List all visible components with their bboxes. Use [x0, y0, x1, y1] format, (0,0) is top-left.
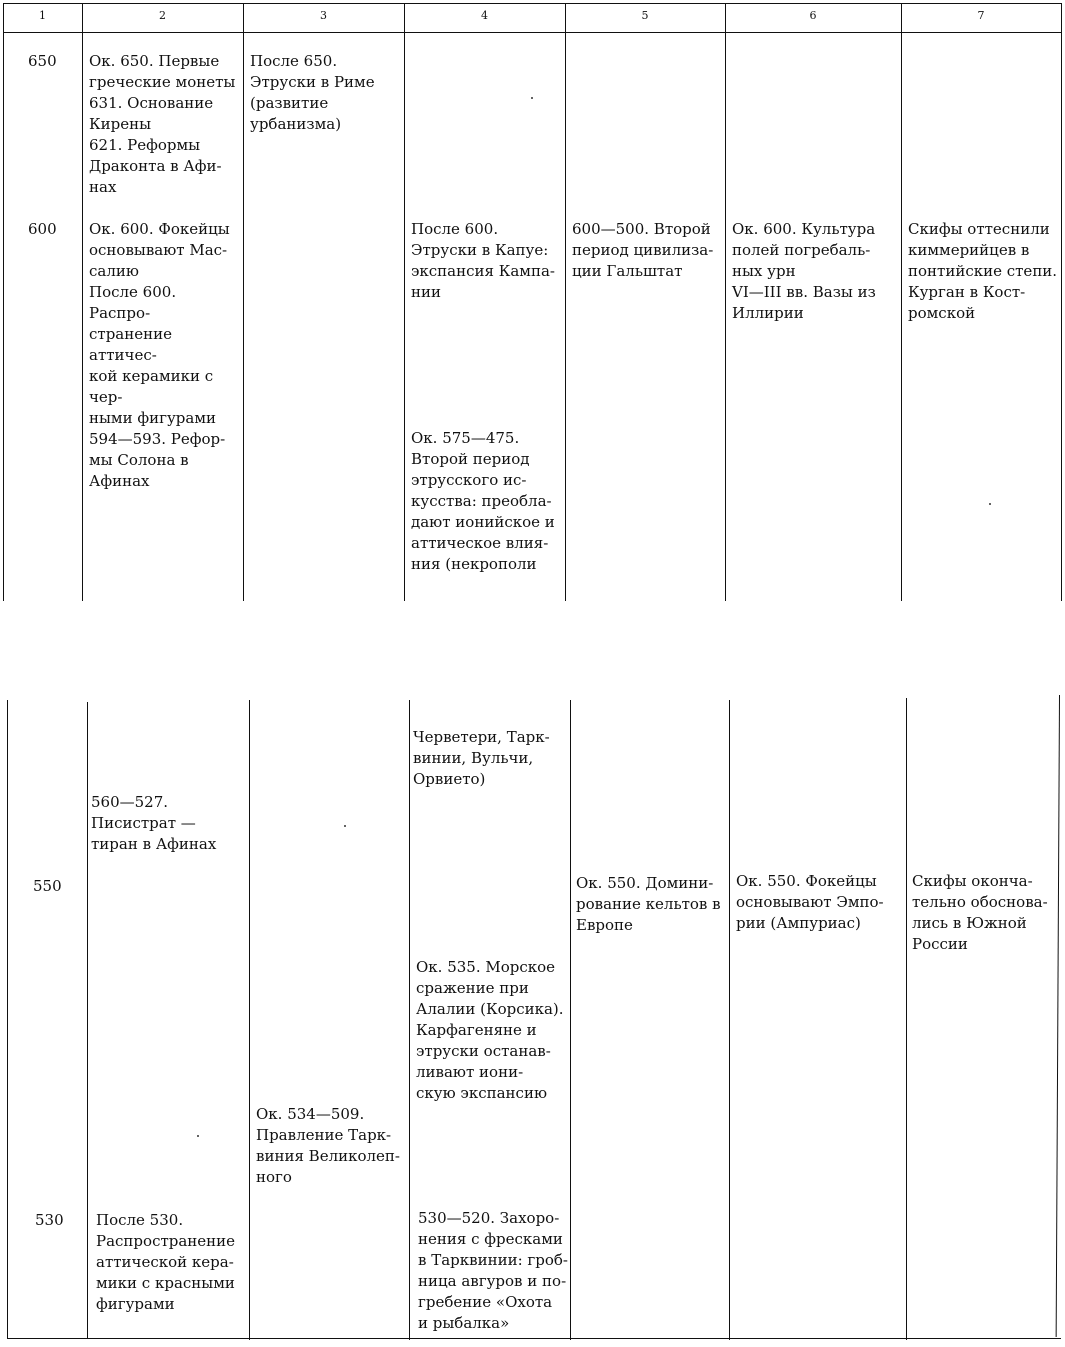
cell-col2-560: 560—527. Писистрат — тиран в Афинах	[91, 793, 217, 853]
lower-left-border	[7, 700, 8, 1338]
cell-col7-550: Скифы оконча- тельно обосновa- лись в Южной России	[912, 872, 1048, 953]
header-col-6: 6	[809, 9, 817, 22]
cell-col4-600: После 600. Этруски в Капуе: экспансия Кампа- нии	[411, 220, 555, 301]
year-530: 530	[35, 1211, 64, 1229]
cell-col4-535: Ок. 535. Морское сражение при Алалии (Корсика). Карфагеняне и этруски останав- ливают иони- скую экспансию	[416, 958, 564, 1102]
cell-col4-575: Ок. 575—475. Второй период этрусского ис- кусства: преобла- дают ионийское и аттическое влия- ния (некрополи	[411, 429, 555, 573]
cell-col4-continued: Черветери, Тарк- винии, Вульчи, Орвието)	[413, 728, 550, 788]
cell-col4-530: 530—520. Захоро- нения с фресками в Тарквинии: гроб- ница авгуров и по- гребение «Охота и рыбалка»	[418, 1209, 568, 1332]
lower-col-divider-4	[570, 700, 571, 1340]
header-col-2: 2	[159, 9, 166, 22]
scan-speck	[197, 1135, 199, 1137]
cell-col6-600: Ок. 600. Культура полей погребаль- ных урн VI—III вв. Вазы из Иллирии	[732, 220, 876, 322]
header-col-4: 4	[481, 9, 488, 22]
lower-col-divider-3	[409, 700, 410, 1340]
lower-col-divider-6	[906, 698, 907, 1340]
header-bottom-border	[3, 32, 1061, 33]
cell-col2-530: После 530. Распространение аттической кера- мики с красными фигурами	[96, 1211, 236, 1313]
upper-right-border	[1061, 3, 1062, 601]
scan-speck	[989, 503, 991, 505]
cell-col3-534: Ок. 534—509. Правление Тарк- виния Великолеп- ного	[256, 1105, 400, 1186]
year-550: 550	[33, 877, 62, 895]
header-col-1: 1	[39, 9, 46, 22]
cell-col6-550: Ок. 550. Фокейцы основывают Эмпо- рии (Ампуриас)	[736, 872, 884, 932]
upper-col-divider-4	[565, 3, 566, 601]
header-col-7: 7	[977, 9, 985, 22]
upper-col-divider-5	[725, 3, 726, 601]
header-col-3: 3	[320, 9, 327, 22]
upper-col-divider-1	[82, 3, 83, 601]
cell-col5-550: Ок. 550. Домини- рование кельтов в Европе	[576, 874, 721, 934]
table-top-border	[3, 3, 1061, 4]
cell-col2-600: Ок. 600. Фокейцы основывают Мас- салию После 600. Распро- странение аттичес- кой керамики с чер- ными фигурами 594—593. Рефор- мы Солона в Афинах	[89, 220, 230, 490]
upper-left-border	[3, 3, 4, 601]
upper-col-divider-3	[404, 3, 405, 601]
scan-speck	[344, 825, 346, 827]
lower-col-divider-2	[249, 700, 250, 1340]
lower-col-divider-5	[729, 700, 730, 1340]
cell-col7-600: Скифы оттеснили киммерийцев в понтийские степи. Курган в Кост- ромской	[908, 220, 1058, 322]
lower-col-divider-1	[87, 702, 88, 1338]
cell-col3-650: После 650. Этруски в Риме (развитие урбанизма)	[250, 52, 375, 133]
table-bottom-border	[7, 1338, 1061, 1339]
cell-col2-650: Ок. 650. Первые греческие монеты 631. Основание Кирены 621. Реформы Драконта в Афи- нах	[89, 52, 236, 196]
upper-col-divider-6	[901, 3, 902, 601]
lower-right-border	[1056, 695, 1060, 1337]
upper-col-divider-2	[243, 3, 244, 601]
header-col-5: 5	[641, 9, 649, 22]
cell-col5-600: 600—500. Второй период цивилиза- ции Гальштат	[572, 220, 714, 280]
year-650: 650	[28, 52, 57, 70]
scan-speck	[531, 97, 533, 99]
year-600: 600	[28, 220, 57, 238]
